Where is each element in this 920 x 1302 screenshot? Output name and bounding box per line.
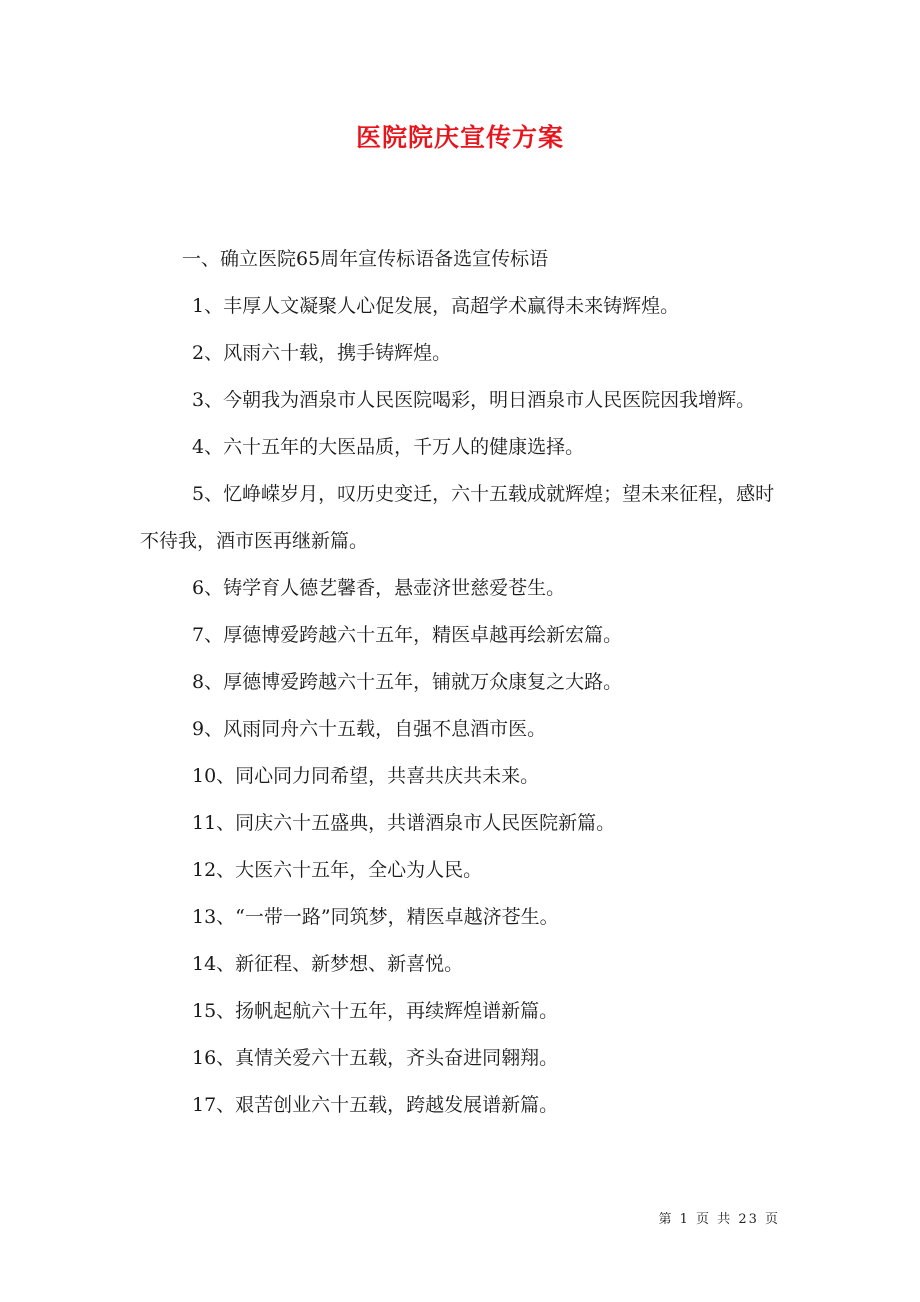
document-body: [140, 236, 785, 1129]
slogan-item: 15、扬帆起航六十五年，再续辉煌谱新篇。: [192, 1000, 559, 1022]
slogan-item: 4、六十五年的大医品质，千万人的健康选择。: [192, 436, 585, 458]
slogan-item: 1、丰厚人文凝聚人心促发展，高超学术赢得未来铸辉煌。: [192, 295, 680, 317]
slogan-item: 7、厚德博爱跨越六十五年，精医卓越再绘新宏篇。: [192, 624, 623, 646]
section-heading: 一、确立医院65周年宣传标语备选宣传标语: [182, 248, 549, 270]
page-number-footer: 第 1 页 共 23 页: [658, 1212, 780, 1227]
slogan-item: 11、同庆六十五盛典，共谱酒泉市人民医院新篇。: [192, 812, 616, 834]
slogan-item: 10、同心同力同希望，共喜共庆共未来。: [192, 765, 540, 787]
slogan-item: 5、忆峥嵘岁月，叹历史变迁，六十五载成就辉煌；望未来征程，感时不待我，酒市医再继新篇。: [140, 483, 775, 552]
slogan-item: 13、“一带一路”同筑梦，精医卓越济苍生。: [192, 906, 559, 928]
slogan-item: 3、今朝我为酒泉市人民医院喝彩，明日酒泉市人民医院因我增辉。: [192, 389, 756, 411]
slogan-item: 9、风雨同舟六十五载，自强不息酒市医。: [192, 718, 547, 740]
slogan-item: 12、大医六十五年，全心为人民。: [192, 859, 483, 881]
slogan-item: 2、风雨六十载，携手铸辉煌。: [192, 342, 452, 364]
document-title: 医院院庆宣传方案: [355, 123, 564, 152]
slogan-item: 17、艰苦创业六十五载，跨越发展谱新篇。: [192, 1094, 559, 1116]
slogan-item: 8、厚德博爱跨越六十五年，铺就万众康复之大路。: [192, 671, 623, 693]
slogan-item: 14、新征程、新梦想、新喜悦。: [192, 953, 464, 975]
slogan-item: 6、铸学育人德艺馨香，悬壶济世慈爱苍生。: [192, 577, 566, 599]
slogan-item: 16、真情关爱六十五载，齐头奋进同翱翔。: [192, 1047, 559, 1069]
